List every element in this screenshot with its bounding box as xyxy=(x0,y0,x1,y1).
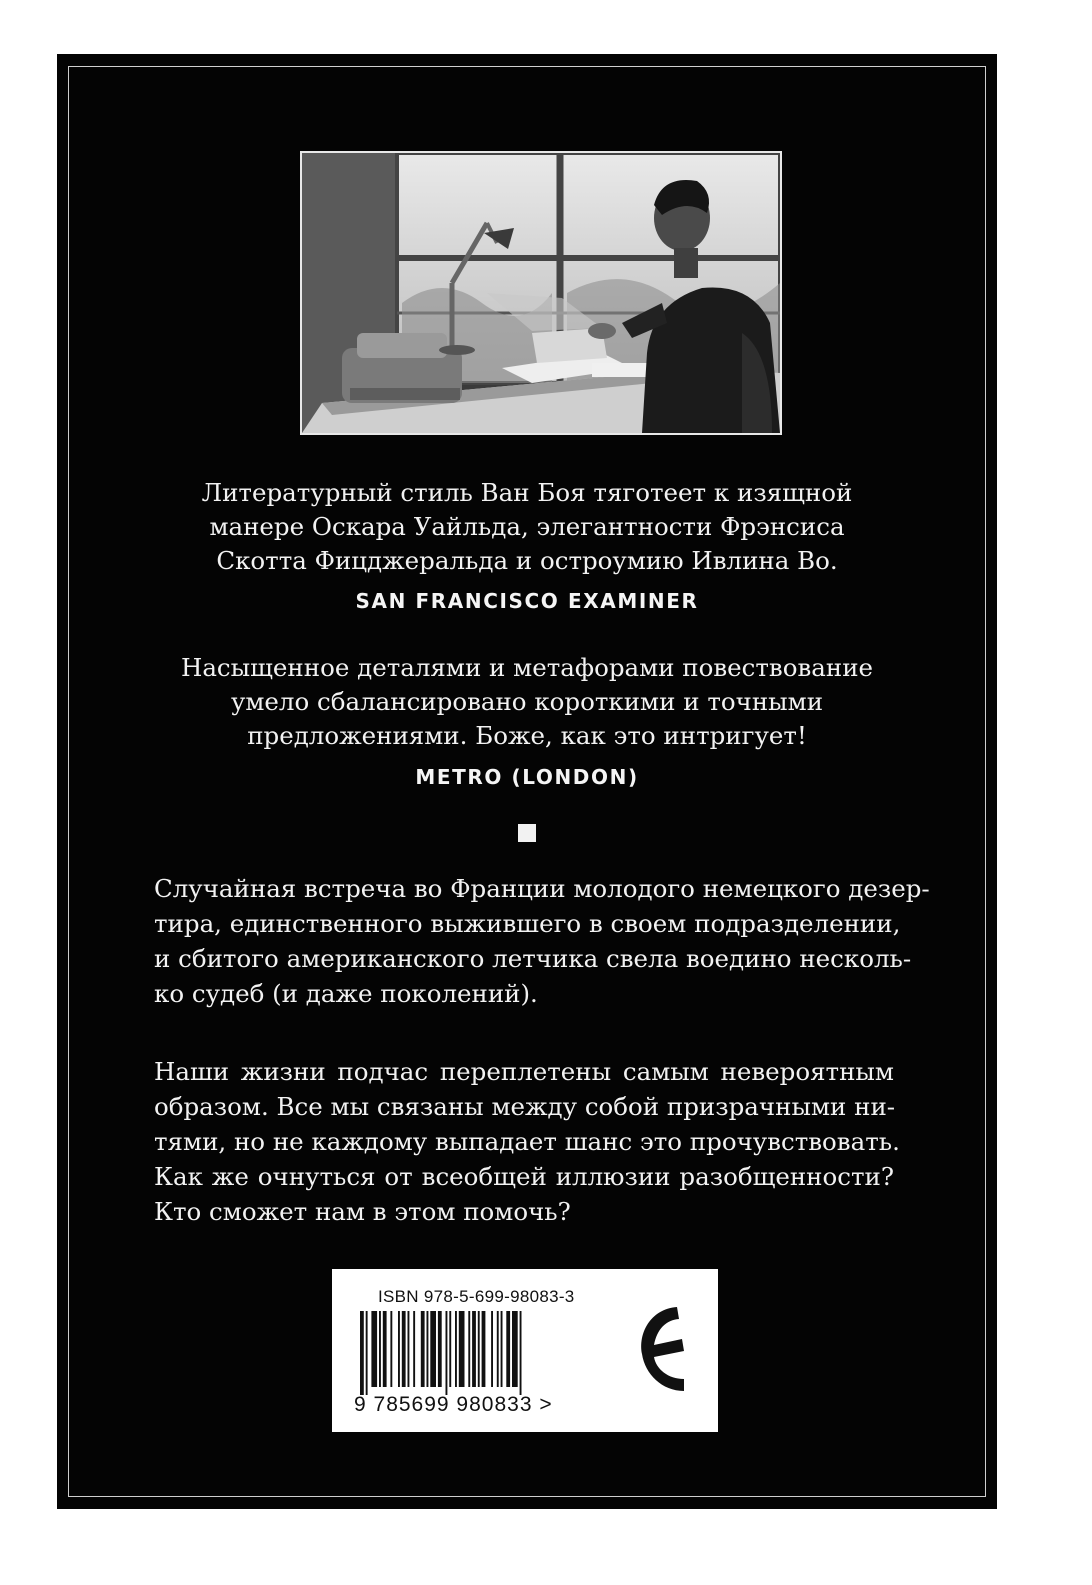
section-divider-square xyxy=(518,824,536,842)
paragraph-line: тира, единственного выжившего в своем подразделении, xyxy=(154,909,901,938)
barcode xyxy=(360,1311,600,1395)
isbn-label: ISBN 978-5-699-98083-3 xyxy=(378,1287,575,1306)
review-quote-1 xyxy=(157,476,897,578)
paragraph-line: Случайная встреча во Франции молодого немецкого дезер- xyxy=(154,874,930,903)
quote-line: Литературный стиль Ван Боя тяготеет к изящной xyxy=(201,478,853,507)
quote-line: умело сбалансировано короткими и точными xyxy=(230,687,824,716)
author-photo xyxy=(300,151,782,435)
paragraph-line: и сбитого американского летчика свела воедино несколь- xyxy=(154,944,912,973)
paragraph-line: Кто сможет нам в этом помочь? xyxy=(154,1197,571,1226)
review-quote-2 xyxy=(157,651,897,753)
paragraph-line: Как же очнуться от всеобщей иллюзии разобщенности? xyxy=(154,1162,894,1191)
paragraph-line: тями, но не каждому выпадает шанс это прочувствовать. xyxy=(154,1127,900,1156)
description-paragraph-2 xyxy=(154,1054,900,1229)
paragraph-line: образом. Все мы связаны между собой призрачными ни- xyxy=(154,1092,896,1121)
paragraph-line: ко судеб (и даже поколений). xyxy=(154,979,538,1008)
barcode-digits: 9 785699 980833 > xyxy=(354,1393,553,1416)
back-cover xyxy=(57,54,997,1509)
description-paragraph-1 xyxy=(154,871,930,1011)
review-source-2: METRO (LONDON) xyxy=(415,765,639,789)
quote-line: предложениями. Боже, как это интригует! xyxy=(247,721,807,750)
quote-line: Скотта Фицджеральда и остроумию Ивлина Во. xyxy=(216,546,838,575)
quote-line: Насыщенное деталями и метафорами повествование xyxy=(180,653,874,682)
paragraph-line: Наши жизни подчас переплетены самым невероятным xyxy=(154,1057,894,1086)
barcode-panel xyxy=(332,1269,718,1432)
quote-line: манере Оскара Уайльда, элегантности Фрэнсиса xyxy=(209,512,845,541)
review-source-1: SAN FRANCISCO EXAMINER xyxy=(355,589,699,613)
publisher-logo-icon xyxy=(632,1299,692,1399)
